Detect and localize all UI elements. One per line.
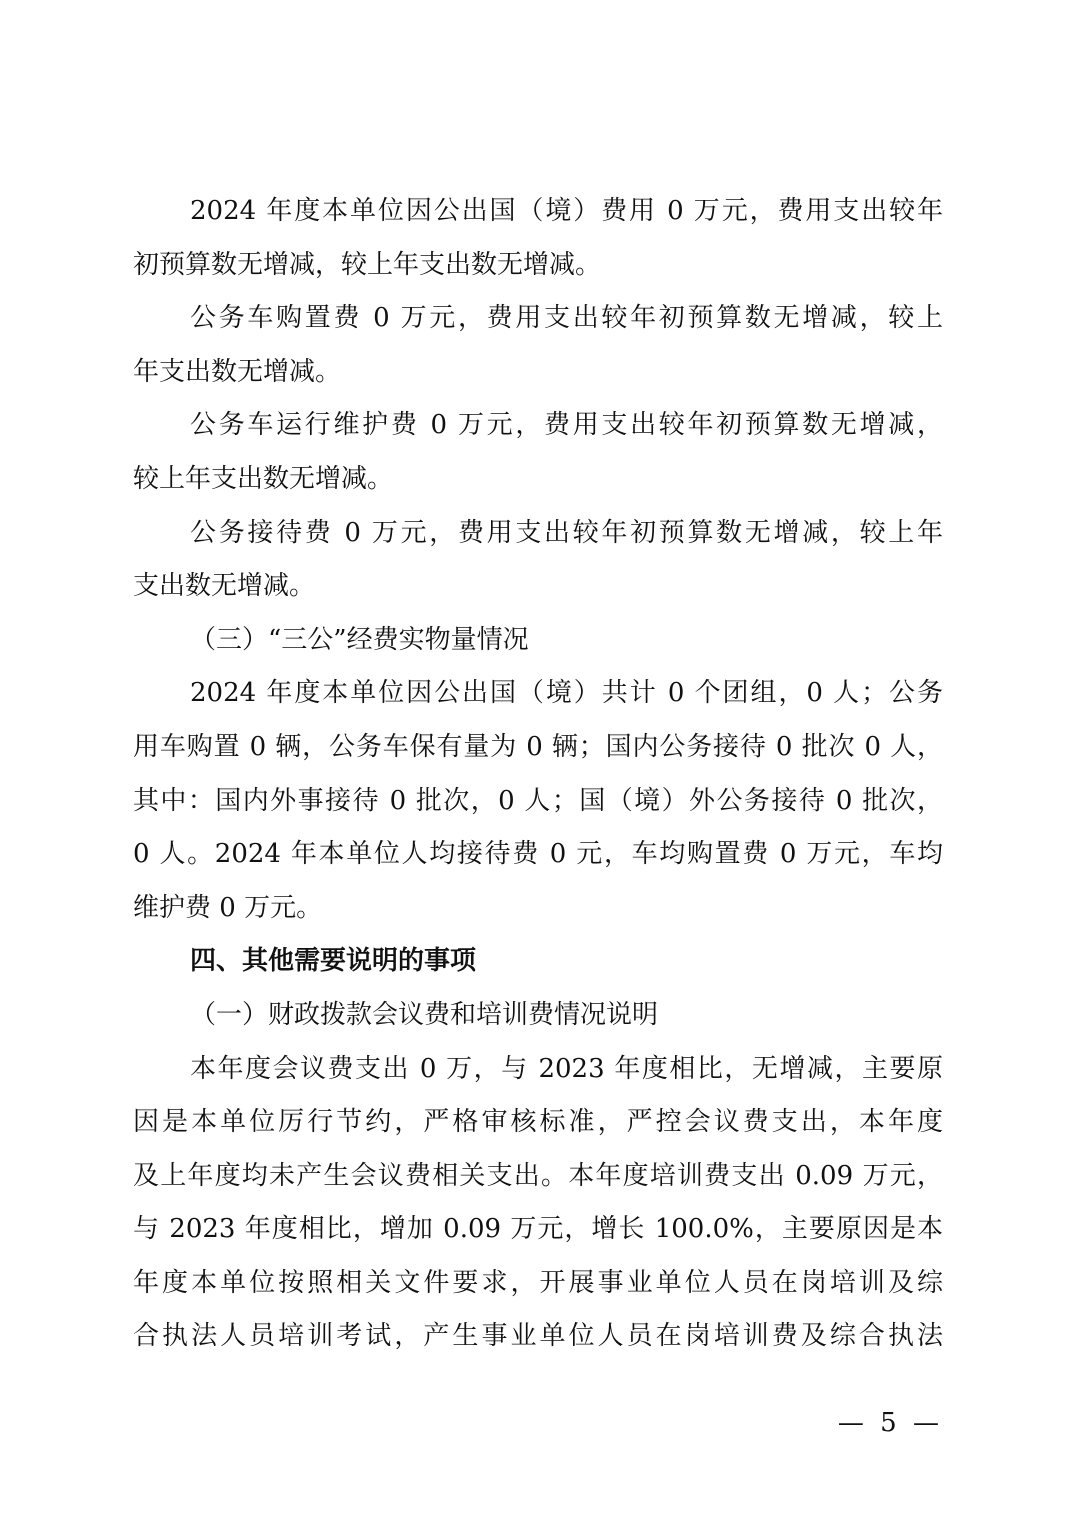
paragraph — [133, 1043, 943, 1365]
text-line: 初预算数无增减，较上年支出数无增减。 — [133, 249, 602, 280]
text-line: 合执法人员培训考试，产生事业单位人员在岗培训费及综合执法 — [133, 1321, 943, 1352]
text-line: 维护费 0 万元。 — [133, 892, 323, 923]
text-line: （三）“三公”经费实物量情况 — [190, 624, 529, 655]
text-line: 0 人。2024 年本单位人均接待费 0 元，车均购置费 0 万元，车均 — [133, 839, 943, 870]
paragraph — [133, 185, 943, 292]
text-line: 因是本单位厉行节约，严格审核标准，严控会议费支出，本年度 — [133, 1107, 943, 1138]
paragraph — [133, 667, 943, 935]
text-line: 支出数无增减。 — [133, 571, 316, 602]
text-line: 与 2023 年度相比，增加 0.09 万元，增长 100.0%，主要原因是本 — [133, 1214, 943, 1245]
paragraph — [133, 399, 943, 506]
section-heading — [133, 935, 943, 989]
subsection-heading — [133, 614, 943, 668]
text-line: 公务接待费 0 万元，费用支出较年初预算数无增减，较上年 — [190, 517, 943, 548]
text-line: （一）财政拨款会议费和培训费情况说明 — [190, 999, 659, 1030]
text-line: 公务车购置费 0 万元，费用支出较年初预算数无增减，较上 — [190, 303, 943, 334]
text-line: 其中：国内外事接待 0 批次，0 人；国（境）外公务接待 0 批次， — [133, 785, 943, 816]
text-line: 及上年度均未产生会议费相关支出。本年度培训费支出 0.09 万元， — [133, 1160, 943, 1191]
document-body — [133, 185, 943, 1364]
text-line: 2024 年度本单位因公出国（境）费用 0 万元，费用支出较年 — [190, 196, 943, 226]
text-line: 用车购置 0 辆，公务车保有量为 0 辆；国内公务接待 0 批次 0 人， — [133, 731, 943, 762]
text-line: 年支出数无增减。 — [133, 356, 342, 387]
text-line: 较上年支出数无增减。 — [133, 463, 394, 494]
text-line: 四、其他需要说明的事项 — [190, 946, 477, 977]
subsection-heading — [133, 989, 943, 1043]
text-line: 2024 年度本单位因公出国（境）共计 0 个团组，0 人；公务 — [190, 678, 943, 709]
paragraph — [133, 292, 943, 399]
text-line: 年度本单位按照相关文件要求，开展事业单位人员在岗培训及综 — [133, 1267, 943, 1298]
text-line: 公务车运行维护费 0 万元，费用支出较年初预算数无增减， — [190, 410, 943, 441]
page-number: — 5 — — [837, 1408, 943, 1438]
paragraph — [133, 507, 943, 614]
text-line: 本年度会议费支出 0 万，与 2023 年度相比，无增减，主要原 — [190, 1053, 943, 1084]
